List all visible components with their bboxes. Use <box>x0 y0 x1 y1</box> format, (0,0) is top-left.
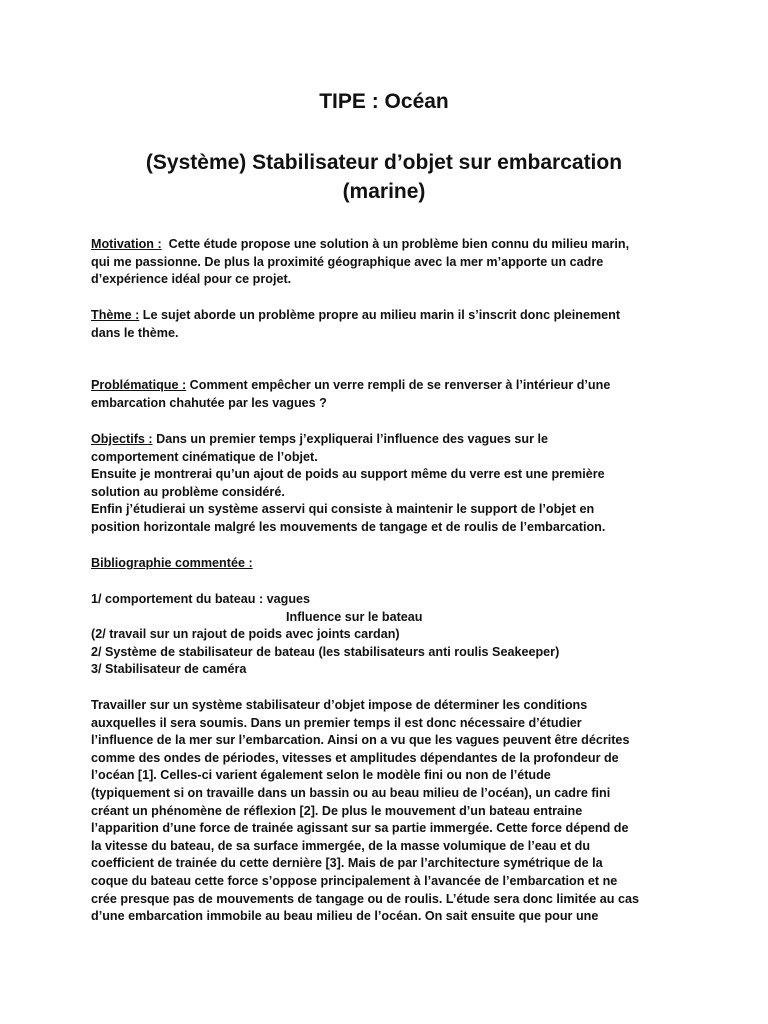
paragraph-line: l’influence de la mer sur l’embarcation. Ainsi on a vu que les vagues peuvent être décrites <box>91 733 630 748</box>
objectifs-text: position horizontale malgré les mouvements de tangage et de roulis de l’embarcation. <box>91 519 606 534</box>
bibliographie-item: 2/ Système de stabilisateur de bateau (les stabilisateurs anti roulis Seakeeper) <box>91 644 560 659</box>
theme-section <box>91 307 691 342</box>
bibliographie-item: 3/ Stabilisateur de caméra <box>91 662 247 677</box>
motivation-section <box>91 236 691 289</box>
paragraph-line: créant un phénomène de réflexion [2]. De plus le mouvement d’un bateau entraine <box>91 803 583 818</box>
paragraph-line: crée presque pas de mouvements de tangage ou de roulis. L’étude sera donc limitée au cas <box>91 891 640 906</box>
subtitle-line: (marine) <box>342 180 426 203</box>
paragraph-line: la vitesse du bateau, de sa surface immergée, de la masse volumique de l’eau et du <box>91 838 591 853</box>
document-subtitle <box>0 148 768 206</box>
problematique-section <box>91 377 691 412</box>
bibliographie-item: (2/ travail sur un rajout de poids avec joints cardan) <box>91 627 400 642</box>
bibliographie-section <box>91 555 691 573</box>
problematique-label: Problématique : <box>91 378 187 392</box>
objectifs-text: comportement cinématique de l’objet. <box>91 449 318 464</box>
theme-text: dans le thème. <box>91 325 179 340</box>
motivation-label: Motivation : <box>91 237 162 251</box>
motivation-text: qui me passionne. De plus la proximité géographique avec la mer m’apporte un cadre <box>91 254 604 269</box>
paragraph-line: auxquelles il sera soumis. Dans un premier temps il est donc nécessaire d’étudier <box>91 715 582 730</box>
objectifs-text: Ensuite je montrerai qu’un ajout de poids au support même du verre est une première <box>91 467 605 482</box>
objectifs-text: solution au problème considéré. <box>91 484 285 499</box>
subtitle-line: (Système) Stabilisateur d’objet sur embarcation <box>145 151 623 174</box>
objectifs-label: Objectifs : <box>91 432 153 446</box>
bibliographie-item: 1/ comportement du bateau : vagues <box>91 592 311 606</box>
bibliographie-item: Influence sur le bateau <box>286 609 423 624</box>
paragraph-line: comme des ondes de périodes, vitesses et amplitudes dépendantes de la profondeur de <box>91 750 619 765</box>
motivation-text: d’expérience idéal pour ce projet. <box>91 272 292 287</box>
paragraph-line: (typiquement si on travaille dans un bassin ou au beau milieu de l’océan), un cadre fini <box>91 785 611 800</box>
paragraph-line: Travailler sur un système stabilisateur d’objet impose de déterminer les conditions <box>91 698 588 712</box>
document-title: TIPE : Océan <box>319 90 449 113</box>
motivation-text: Cette étude propose une solution à un problème bien connu du milieu marin, <box>161 237 630 251</box>
objectifs-text: Dans un premier temps j’expliquerai l’influence des vagues sur le <box>152 432 549 446</box>
problematique-text: Comment empêcher un verre rempli de se renverser à l’intérieur d’une <box>186 378 611 392</box>
problematique-text: embarcation chahutée par les vagues ? <box>91 395 327 410</box>
objectifs-text: Enfin j’étudierai un système asservi qui consiste à maintenir le support de l’objet en <box>91 502 595 517</box>
paragraph-line: d’une embarcation immobile au beau milieu de l’océan. On sait ensuite que pour une <box>91 909 599 924</box>
paragraph-line: l’apparition d’une force de trainée agissant sur sa partie immergée. Cette force dépend de <box>91 821 629 836</box>
objectifs-section <box>91 431 691 537</box>
main-paragraph <box>91 697 691 926</box>
paragraph-line: coefficient de trainée du cette dernière [3]. Mais de par l’architecture symétrique de la <box>91 856 603 871</box>
paragraph-line: l’océan [1]. Celles-ci varient également selon le modèle fini ou non de l’étude <box>91 768 551 783</box>
bibliographie-list <box>91 591 691 679</box>
bibliographie-label: Bibliographie commentée : <box>91 556 253 570</box>
theme-label: Thème : <box>91 308 140 322</box>
theme-text: Le sujet aborde un problème propre au milieu marin il s’inscrit donc pleinement <box>139 308 621 322</box>
paragraph-line: coque du bateau cette force s’oppose principalement à l’avancée de l’embarcation et ne <box>91 873 618 888</box>
